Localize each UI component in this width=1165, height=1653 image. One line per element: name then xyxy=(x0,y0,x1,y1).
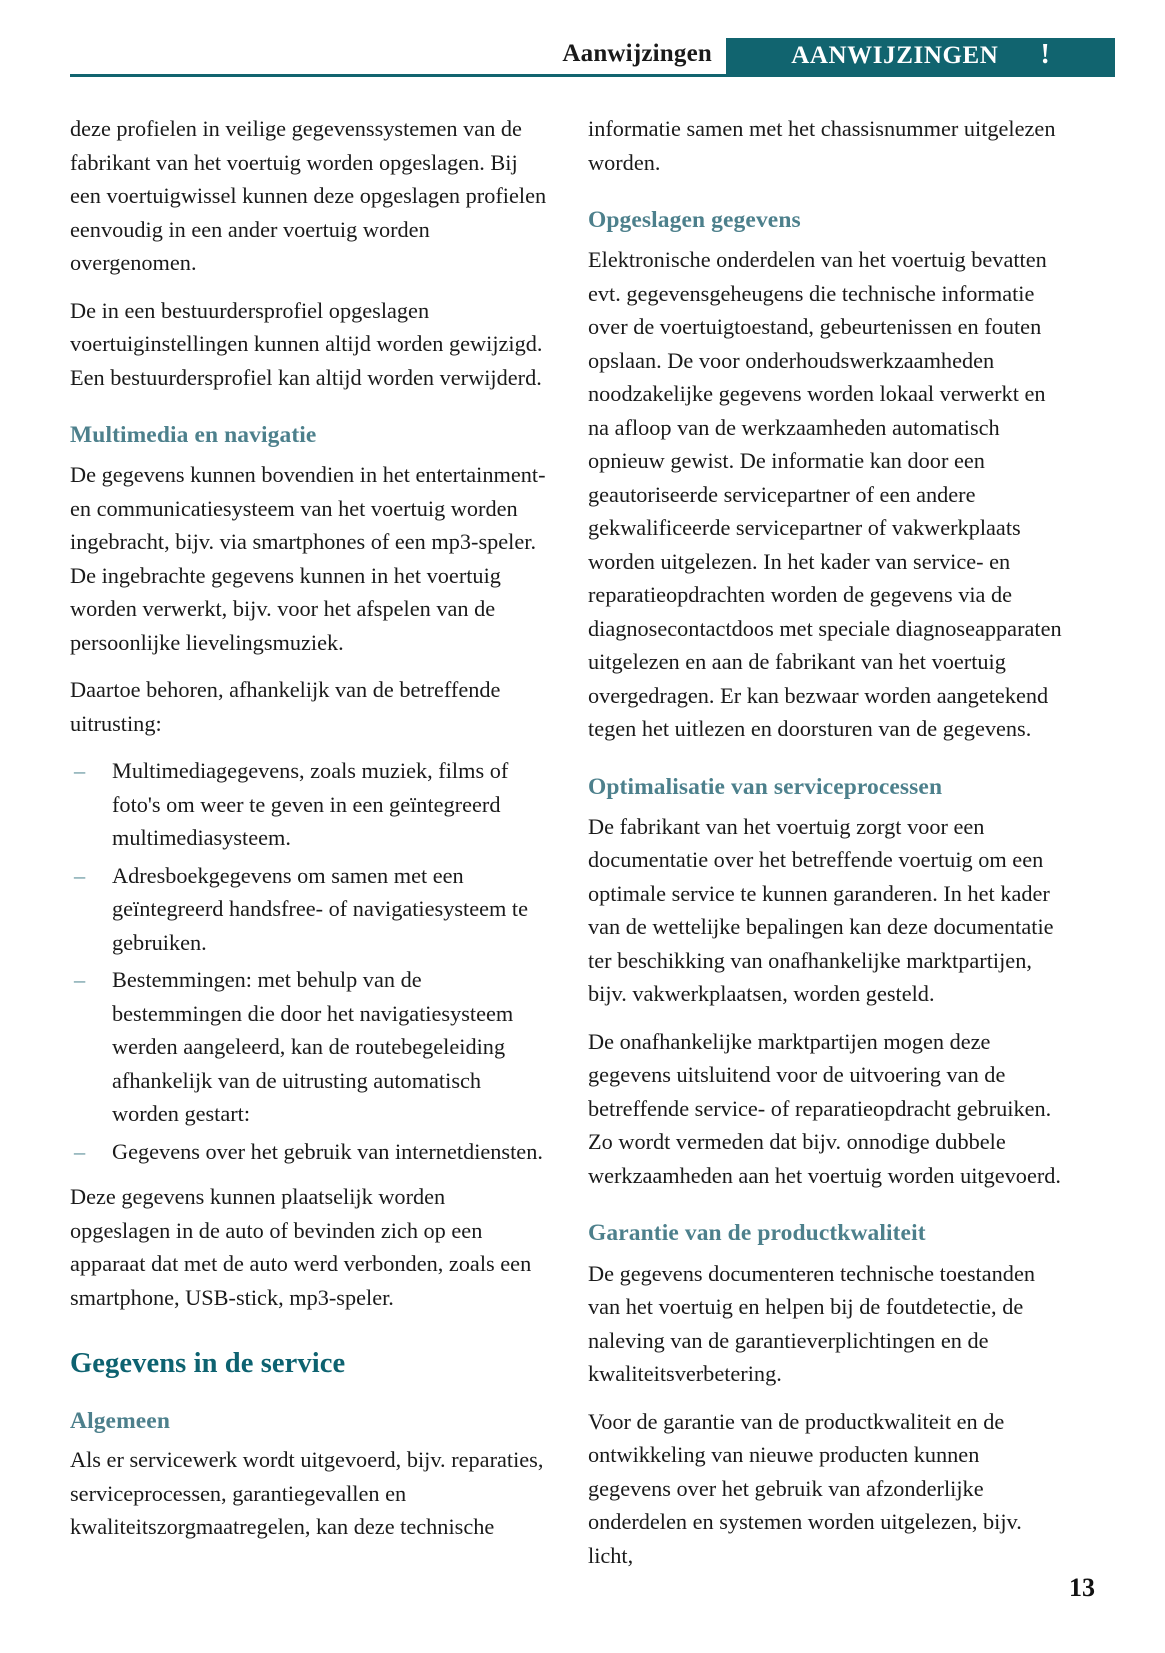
paragraph: informatie samen met het chassisnummer uitgelezen worden. xyxy=(588,116,1056,175)
list-item xyxy=(70,1135,547,1169)
dash-list xyxy=(70,754,547,1168)
paragraph: Daartoe behoren, afhankelijk van de betreffende uitrusting: xyxy=(70,677,501,736)
left-column xyxy=(70,112,547,1558)
paragraph: deze profielen in veilige gegevenssystemen van de fabrikant van het voertuig worden opgeslagen. Bij een voertuigwissel kunnen deze opgeslagen profielen eenvoudig in een ander voertuig worden overgenomen. xyxy=(70,116,547,275)
paragraph: De gegevens documenteren technische toestanden van het voertuig en helpen bij de foutdetectie, de naleving van de garantieverplichtingen en de kwaliteitsverbetering. xyxy=(588,1260,1035,1387)
list-item-text: Multimediagegevens, zoals muziek, films of foto's om weer te geven in een geïntegreerd multimediasysteem. xyxy=(112,758,509,851)
list-item xyxy=(70,963,547,1131)
header-running-title: Aanwijzingen xyxy=(562,40,712,67)
right-column xyxy=(588,112,1065,1586)
list-item xyxy=(70,754,547,855)
paragraph: Deze gegevens kunnen plaatselijk worden opgeslagen in de auto of bevinden zich op een apparaat dat met de auto werd verbonden, zoals een smartphone, USB-stick, mp3-speler. xyxy=(70,1184,532,1310)
paragraph: Voor de garantie van de productkwaliteit en de ontwikkeling van nieuwe producten kunnen gegevens over het gebruik van afzonderlijke onderdelen en systemen worden uitgelezen, bijv. licht, xyxy=(588,1408,1022,1568)
paragraph: Elektronische onderdelen van het voertuig bevatten evt. gegevensgeheugens die technische informatie over de voertuigtoestand, gebeurtenissen en fouten opslaan. De voor onderhoudswerkzaamheden noodzakelijke gegevens worden lokaal verwerkt en na afloop van de werkzaamheden automatisch opnieuw gewist. De informatie kan door een geautoriseerde servicepartner of een andere gekwalificeerde servicepartner of vakwerkplaats worden uitgelezen. In het kader van service- en reparatieopdrachten worden de gegevens via de diagnosecontactdoos met speciale diagnoseapparaten uitgelezen en aan de fabrikant van het voertuig overgedragen. Er kan bezwaar worden aangetekend tegen het uitlezen en doorsturen van de gegevens. xyxy=(588,247,1062,742)
list-item xyxy=(70,859,547,960)
heading-multimedia-en-navigatie: Multimedia en navigatie xyxy=(70,422,317,448)
header-divider xyxy=(70,74,1115,77)
heading-opgeslagen-gegevens: Opgeslagen gegevens xyxy=(588,207,801,233)
list-item-text: Gegevens over het gebruik van internetdiensten. xyxy=(112,1138,543,1164)
paragraph: De onafhankelijke marktpartijen mogen deze gegevens uitsluitend voor de uitvoering van de betreffende service- of reparatieopdracht gebruiken. Zo wordt vermeden dat bijv. onnodige dubbele werkzaamheden aan het voertuig worden uitgevoerd. xyxy=(588,1028,1061,1188)
dash-bullet-icon: – xyxy=(74,862,86,888)
heading-algemeen: Algemeen xyxy=(70,1407,170,1434)
dash-bullet-icon: – xyxy=(74,967,86,993)
page-header xyxy=(0,0,1165,92)
chapter-tab-label: AANWIJZINGEN xyxy=(791,42,999,69)
paragraph: Als er servicewerk wordt uitgevoerd, bijv. reparaties, serviceprocessen, garantiegevallen en kwaliteitszorgmaatregelen, kan deze technische xyxy=(70,1447,544,1540)
chapter-tab-banner xyxy=(726,38,1115,74)
dash-bullet-icon: – xyxy=(74,758,86,784)
list-item-text: Bestemmingen: met behulp van de bestemmingen die door het navigatiesysteem werden aangeleerd, kan de routebegeleiding afhankelijk van de uitrusting automatisch worden gestart: xyxy=(112,967,514,1127)
heading-garantie-van-de-productkwaliteit: Garantie van de productkwaliteit xyxy=(588,1220,926,1247)
paragraph: De gegevens kunnen bovendien in het entertainment- en communicatiesysteem van het voertuig worden ingebracht, bijv. via smartphones of een mp3-speler. De ingebrachte gegevens kunnen in het voertuig worden verwerkt, bijv. voor het afspelen van de persoonlijke lievelingsmuziek. xyxy=(70,462,546,655)
paragraph: De fabrikant van het voertuig zorgt voor een documentatie over het betreffende voertuig om een optimale service te kunnen garanderen. In het kader van de wettelijke bepalingen kan deze documentatie ter beschikking van onafhankelijke marktpartijen, bijv. vakwerkplaatsen, worden gesteld. xyxy=(588,813,1054,1007)
dash-bullet-icon: – xyxy=(74,1138,86,1164)
paragraph: De in een bestuurdersprofiel opgeslagen voertuiginstellingen kunnen altijd worden gewijzigd. Een bestuurdersprofiel kan altijd worden verwijderd. xyxy=(70,297,543,390)
list-item-text: Adresboekgegevens om samen met een geïntegreerd handsfree- of navigatiesysteem te gebruiken. xyxy=(112,862,529,955)
heading-gegevens-in-de-service: Gegevens in de service xyxy=(70,1348,346,1380)
heading-optimalisatie-van-serviceprocessen: Optimalisatie van serviceprocessen xyxy=(588,773,943,800)
page-number: 13 xyxy=(1069,1573,1095,1602)
exclamation-icon: ! xyxy=(1040,39,1050,70)
